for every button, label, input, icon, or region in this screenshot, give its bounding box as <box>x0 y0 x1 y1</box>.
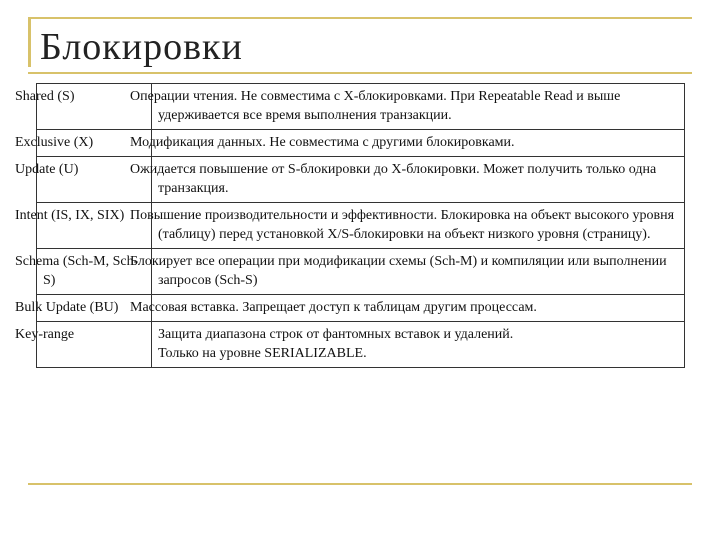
table-row <box>37 203 685 249</box>
lock-description-cell <box>152 322 685 368</box>
table-row <box>37 322 685 368</box>
lock-description-cell: Повышение производительности и эффективности. Блокировка на объект высокого уровня (таблицу) перед установкой X/S-блокировки на объект низкого уровня (страницу). <box>152 203 685 249</box>
lock-description-cell: Модификация данных. Не совместима с другими блокировками. <box>152 130 685 157</box>
accent-bottom-line <box>28 483 692 485</box>
lock-name-cell: Shared (S) <box>37 84 152 130</box>
lock-name-cell: Update (U) <box>37 157 152 203</box>
lock-description-cell: Ожидается повышение от S-блокировки до X-блокировки. Может получить только одна транзакция. <box>152 157 685 203</box>
table-row <box>37 84 685 130</box>
accent-vertical-line <box>28 17 31 67</box>
lock-name-cell: Exclusive (X) <box>37 130 152 157</box>
lock-description-line: Защита диапазона строк от фантомных вставок и удалений. <box>158 327 514 342</box>
lock-description-line: Только на уровне SERIALIZABLE. <box>158 346 367 361</box>
table-row <box>37 157 685 203</box>
lock-name-cell: Key-range <box>37 322 152 368</box>
lock-name-cell: Schema (Sch-M, Sch-S) <box>37 249 152 295</box>
locks-table <box>15 83 685 368</box>
lock-description-cell: Массовая вставка. Запрещает доступ к таблицам другим процессам. <box>152 295 685 322</box>
lock-name-cell: Intent (IS, IX, SIX) <box>37 203 152 249</box>
slide-title: Блокировки <box>40 26 243 68</box>
lock-description-cell: Блокирует все операции при модификации схемы (Sch-M) и компиляции или выполнении запросов (Sch-S) <box>152 249 685 295</box>
table-row <box>37 249 685 295</box>
lock-name-cell: Bulk Update (BU) <box>37 295 152 322</box>
lock-description-cell: Операции чтения. Не совместима с X-блокировками. При Repeatable Read и выше удерживается все время выполнения транзакции. <box>152 84 685 130</box>
table-row <box>37 130 685 157</box>
table-row <box>37 295 685 322</box>
title-underline <box>28 72 692 74</box>
accent-top-line <box>28 17 692 19</box>
